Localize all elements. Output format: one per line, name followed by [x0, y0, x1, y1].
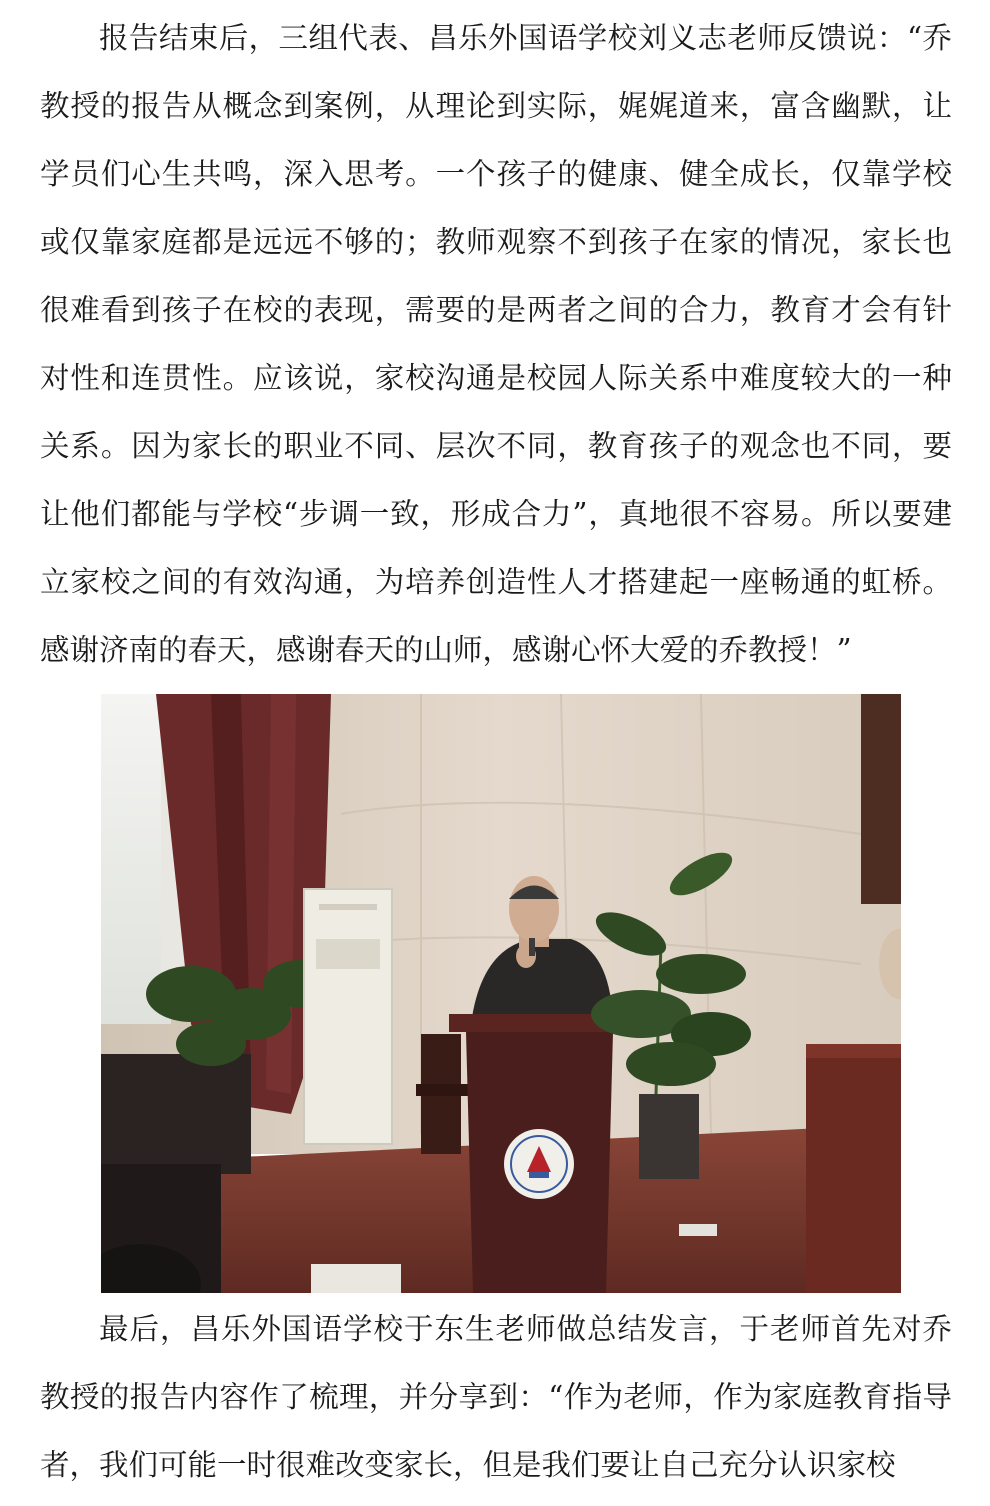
- papers: [311, 1264, 401, 1293]
- speaker-photo-illustration: [101, 694, 901, 1293]
- plant-pot: [639, 1094, 699, 1179]
- document-page: [40, 0, 952, 1499]
- air-conditioner: [304, 889, 392, 1144]
- desk-right: [806, 1054, 901, 1293]
- paragraph-feedback: 报告结束后，三组代表、昌乐外国语学校刘义志老师反馈说：“乔教授的报告从概念到案例，从理论到实际，娓娓道来，富含幽默，让学员们心生共鸣，深入思考。一个孩子的健康、健全成长，仅靠学校或仅靠家庭都是远远不够的；教师观察不到孩子在家的情况，家长也很难看到孩子在校的表现，需要的是两者之间的合力，教育才会有针对性和连贯性。应该说，家校沟通是校园人际关系中难度较大的一种关系。因为家长的职业不同、层次不同，教育孩子的观念也不同，要让他们都能与学校“步调一致，形成合力”，真地很不容易。所以要建立家校之间的有效沟通，为培养创造性人才搭建起一座畅通的虹桥。感谢济南的春天，感谢春天的山师，感谢心怀大爱的乔教授！”: [40, 21, 952, 667]
- power-strip: [679, 1224, 717, 1236]
- paragraph-summary: 最后，昌乐外国语学校于东生老师做总结发言，于老师首先对乔教授的报告内容作了梳理，并分享到：“作为老师，作为家庭教育指导者，我们可能一时很难改变家长，但是我们要让自己充分认识家校: [40, 1312, 952, 1482]
- chairs-left: [101, 1054, 251, 1174]
- event-photo: [101, 694, 901, 1293]
- cabinet-right: [861, 694, 901, 904]
